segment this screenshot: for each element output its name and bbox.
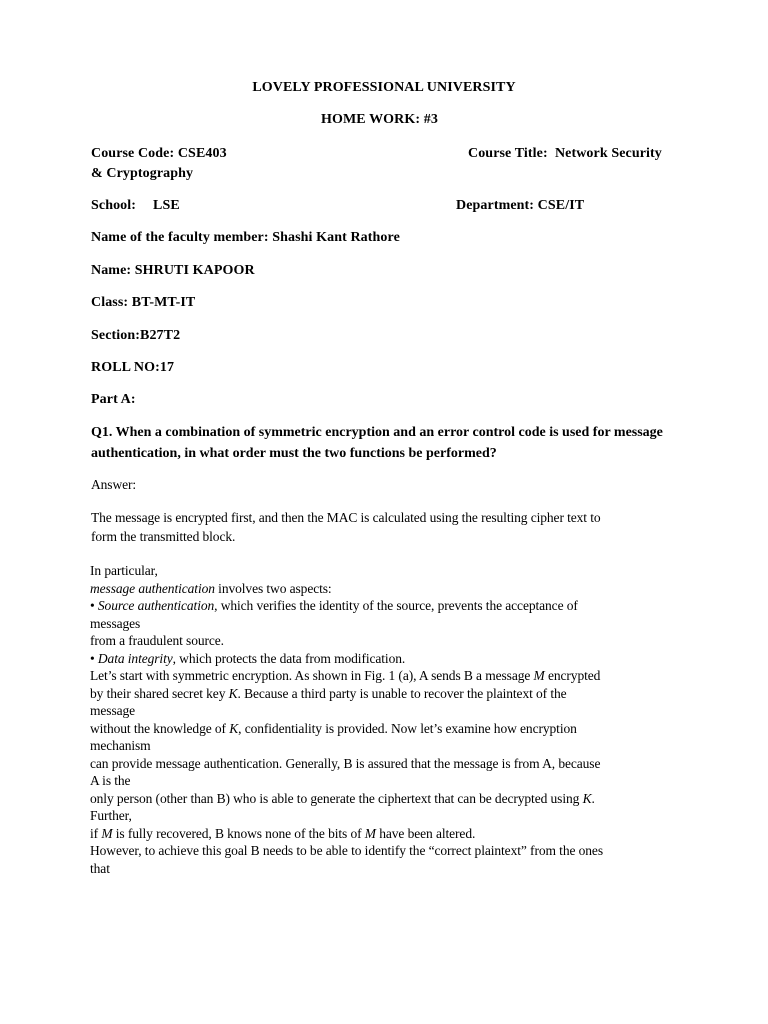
body-line: by their shared secret key K. Because a third party is unable to recover the plaintext of the	[90, 685, 567, 701]
course-title	[468, 146, 662, 162]
section: Section:B27T2	[91, 328, 181, 343]
school-label: School:	[91, 198, 137, 213]
body-line: However, to achieve this goal B needs to be able to identify the “correct plaintext” from the ones	[90, 843, 603, 858]
school-value: LSE	[153, 198, 180, 213]
body-text	[90, 562, 690, 877]
body-line: message	[90, 703, 136, 718]
university-title: LOVELY PROFESSIONAL UNIVERSITY	[252, 80, 516, 95]
body-line: In particular,	[90, 563, 158, 578]
class: Class: BT-MT-IT	[91, 295, 196, 310]
bullet-item: • Data integrity, which protects the data from modification.	[90, 650, 406, 666]
roll-number: ROLL NO:17	[91, 360, 175, 375]
body-line: Further,	[90, 808, 132, 823]
student-name: Name: SHRUTI KAPOOR	[91, 263, 255, 278]
part-heading: Part A:	[91, 392, 136, 407]
faculty-name: Name of the faculty member: Shashi Kant Rathore	[91, 230, 400, 245]
school	[91, 198, 180, 214]
answer-label: Answer:	[91, 477, 137, 492]
body-line: without the knowledge of K, confidentiality is provided. Now let’s examine how encryption	[90, 720, 577, 736]
homework-title: HOME WORK: #3	[321, 112, 438, 127]
department: Department: CSE/IT	[456, 198, 585, 213]
body-line: only person (other than B) who is able to generate the ciphertext that can be decrypted using K.	[90, 790, 595, 806]
course-title-continued: & Cryptography	[91, 166, 194, 181]
question-1: Q1. When a combination of symmetric encryption and an error control code is used for message authentication, in what order must the two functions be performed?	[91, 425, 663, 461]
body-line: mechanism	[90, 738, 151, 753]
body-line: messages	[90, 615, 141, 631]
body-line: that	[90, 860, 110, 876]
body-line: message authentication involves two aspects:	[90, 580, 332, 596]
body-line: A is the	[90, 773, 131, 788]
body-line: from a fraudulent source.	[90, 633, 224, 648]
bullet-item: • Source authentication, which verifies the identity of the source, prevents the acceptance of	[90, 598, 578, 613]
answer-line-2: form the transmitted block.	[91, 529, 236, 544]
body-line: if M is fully recovered, B knows none of the bits of M have been altered.	[90, 825, 476, 841]
course-title-label: Course Title:	[468, 146, 548, 161]
answer-line-1: The message is encrypted first, and then the MAC is calculated using the resulting cipher text to	[91, 510, 601, 525]
course-code: Course Code: CSE403	[91, 146, 227, 161]
course-title-value: Network Security	[554, 146, 662, 161]
body-line: can provide message authentication. Generally, B is assured that the message is from A, because	[90, 755, 601, 771]
body-line: Let’s start with symmetric encryption. As shown in Fig. 1 (a), A sends B a message M encrypted	[90, 668, 601, 683]
